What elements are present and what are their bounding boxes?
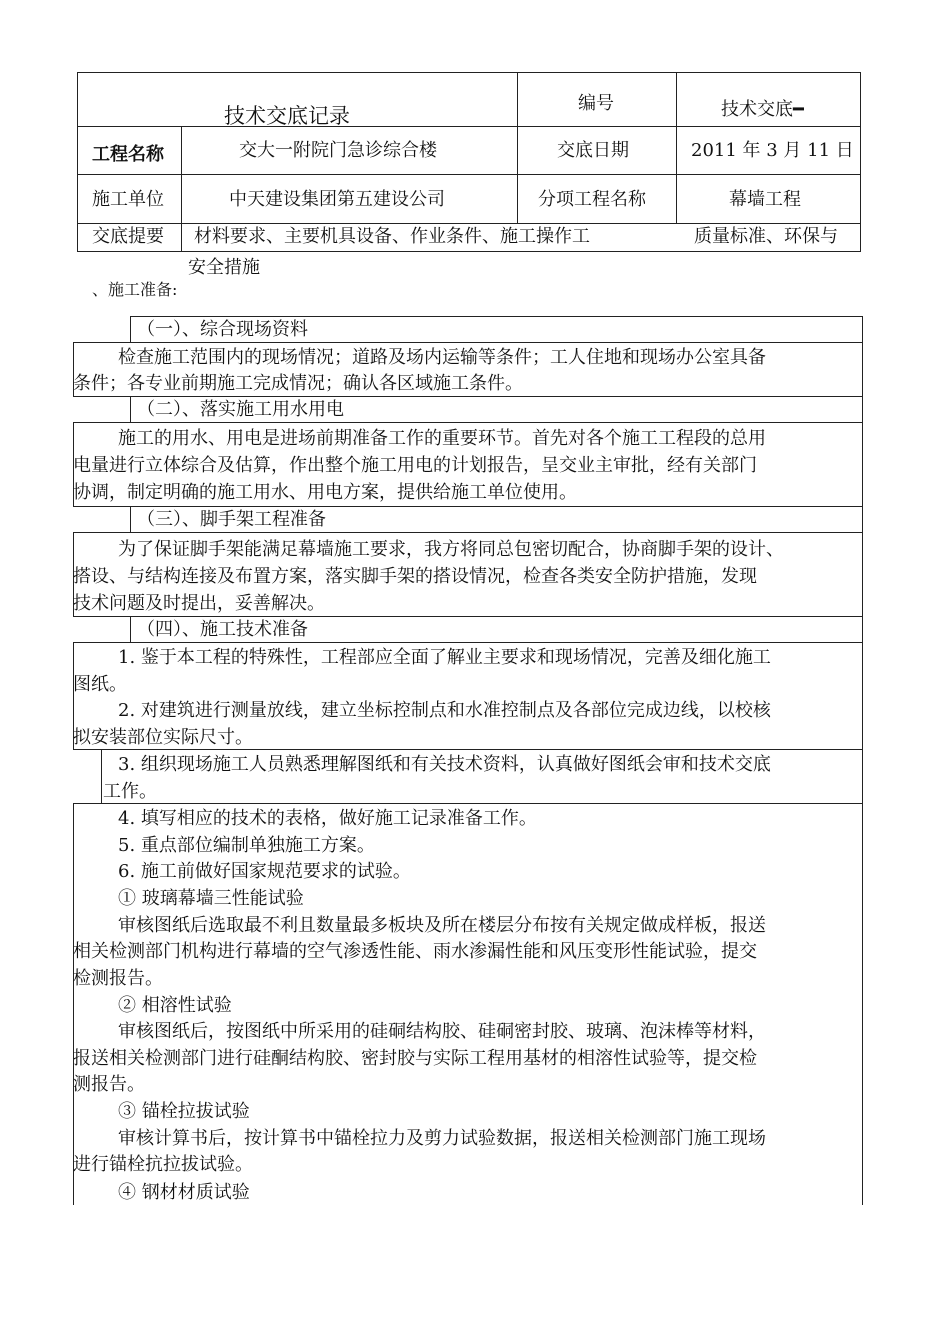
test-3-line-2: 进行锚栓抗拉拔试验。 <box>73 1154 253 1175</box>
number-label: 编号 <box>578 93 614 114</box>
sub-label-cell <box>517 174 677 224</box>
test-2-line-1: 审核图纸后，按图纸中所采用的硅硐结构胶、硅硐密封胶、玻璃、泡沫棒等材料， <box>118 1021 766 1042</box>
test-1-title: ① 玻璃幕墙三性能试验 <box>118 888 304 909</box>
document-title: 技术交底记录 <box>224 104 350 128</box>
test-4-title: ④ 钢材材质试验 <box>118 1182 250 1203</box>
section-2-line-1: 施工的用水、用电是进场前期准备工作的重要环节。首先对各个施工工程段的总用 <box>118 428 766 449</box>
summary-label-cell <box>77 223 182 252</box>
sub-value-cell <box>676 174 861 224</box>
item-2-line-1: 2. 对建筑进行测量放线，建立坐标控制点和水准控制点及各部位完成边线，以校核 <box>118 700 771 721</box>
section-2-title: （二）、落实施工用水用电 <box>137 399 344 420</box>
prep-heading: 、施工准备: <box>92 280 178 299</box>
test-2-title: ② 相溶性试验 <box>118 995 232 1016</box>
section-3-title-box <box>130 506 863 533</box>
test-2-line-2: 报送相关检测部门进行硅酮结构胶、密封胶与实际工程用基材的相溶性试验等，提交检 <box>73 1048 757 1069</box>
test-1-line-1: 审核图纸后选取最不利且数量最多板块及所在楼层分布按有关规定做成样板，报送 <box>118 915 766 936</box>
section-1-title: （一）、综合现场资料 <box>137 319 308 340</box>
test-2-line-3: 测报告。 <box>73 1074 145 1095</box>
project-value-cell <box>181 126 518 175</box>
section-2-title-box <box>130 396 863 423</box>
sub-value: 幕墙工程 <box>729 189 801 210</box>
section-1-line-2: 条件；各专业前期施工完成情况；确认各区域施工条件。 <box>73 373 523 394</box>
summary-value-3: 安全措施 <box>188 257 260 278</box>
item-2-line-2: 拟安装部位实际尺寸。 <box>73 727 253 748</box>
section-3-line-2: 搭设、与结构连接及布置方案，落实脚手架的搭设情况，检查各类安全防护措施，发现 <box>73 566 757 587</box>
section-1-line-1: 检查施工范围内的现场情况；道路及场内运输等条件；工人住地和现场办公室具备 <box>118 347 766 368</box>
date-value: 2011 年 3 月 11 日 <box>691 140 854 161</box>
summary-value-2: 质量标准、环保与 <box>694 226 838 247</box>
section-3-title: （三）、脚手架工程准备 <box>137 509 326 530</box>
section-2-line-2: 电量进行立体综合及估算，作出整个施工用电的计划报告，呈交业主审批，经有关部门 <box>73 455 757 476</box>
item-1-line-1: 1. 鉴于本工程的特殊性，工程部应全面了解业主要求和现场情况，完善及细化施工 <box>118 647 771 668</box>
sub-label: 分项工程名称 <box>538 189 646 210</box>
unit-value-cell <box>181 174 518 224</box>
date-label: 交底日期 <box>557 140 629 161</box>
test-1-line-2: 相关检测部门机构进行幕墙的空气渗透性能、雨水渗漏性能和风压变形性能试验，提交 <box>73 941 757 962</box>
test-1-line-3: 检测报告。 <box>73 968 163 989</box>
date-value-cell <box>676 126 861 175</box>
item-3-line-2: 工作。 <box>103 781 157 802</box>
section-2-line-3: 协调，制定明确的施工用水、用电方案，提供给施工单位使用。 <box>73 482 577 503</box>
project-label-cell <box>77 126 182 175</box>
section-3-line-3: 技术问题及时提出，妥善解决。 <box>73 593 325 614</box>
item-6: 6. 施工前做好国家规范要求的试验。 <box>118 861 411 882</box>
unit-label: 施工单位 <box>92 189 164 210</box>
test-3-title: ③ 锚栓拉拔试验 <box>118 1101 250 1122</box>
project-label: 工程名称 <box>92 144 164 165</box>
summary-value-1: 材料要求、主要机具设备、作业条件、施工操作工 <box>194 226 590 247</box>
number-value-cell <box>676 72 861 127</box>
summary-value-cell <box>181 223 861 252</box>
item-5: 5. 重点部位编制单独施工方案。 <box>118 835 375 856</box>
summary-label: 交底提要 <box>92 226 164 247</box>
project-value: 交大一附院门急诊综合楼 <box>239 140 437 161</box>
item-1-line-2: 图纸。 <box>73 674 127 695</box>
item-3-line-1: 3. 组织现场施工人员熟悉理解图纸和有关技术资料，认真做好图纸会审和技术交底 <box>118 754 771 775</box>
section-1-title-box <box>130 316 863 343</box>
number-value: 技术交底━ <box>721 99 804 120</box>
date-label-cell <box>517 126 677 175</box>
test-3-line-1: 审核计算书后，按计算书中锚栓拉力及剪力试验数据，报送相关检测部门施工现场 <box>118 1128 766 1149</box>
item-4: 4. 填写相应的技术的表格，做好施工记录准备工作。 <box>118 808 537 829</box>
unit-label-cell <box>77 174 182 224</box>
unit-value: 中天建设集团第五建设公司 <box>229 189 445 210</box>
section-4-title-box <box>130 616 863 643</box>
section-4-title: （四）、施工技术准备 <box>137 619 308 640</box>
number-label-cell <box>517 72 677 127</box>
title-cell <box>77 72 518 127</box>
section-3-line-1: 为了保证脚手架能满足幕墙施工要求，我方将同总包密切配合，协商脚手架的设计、 <box>118 539 784 560</box>
